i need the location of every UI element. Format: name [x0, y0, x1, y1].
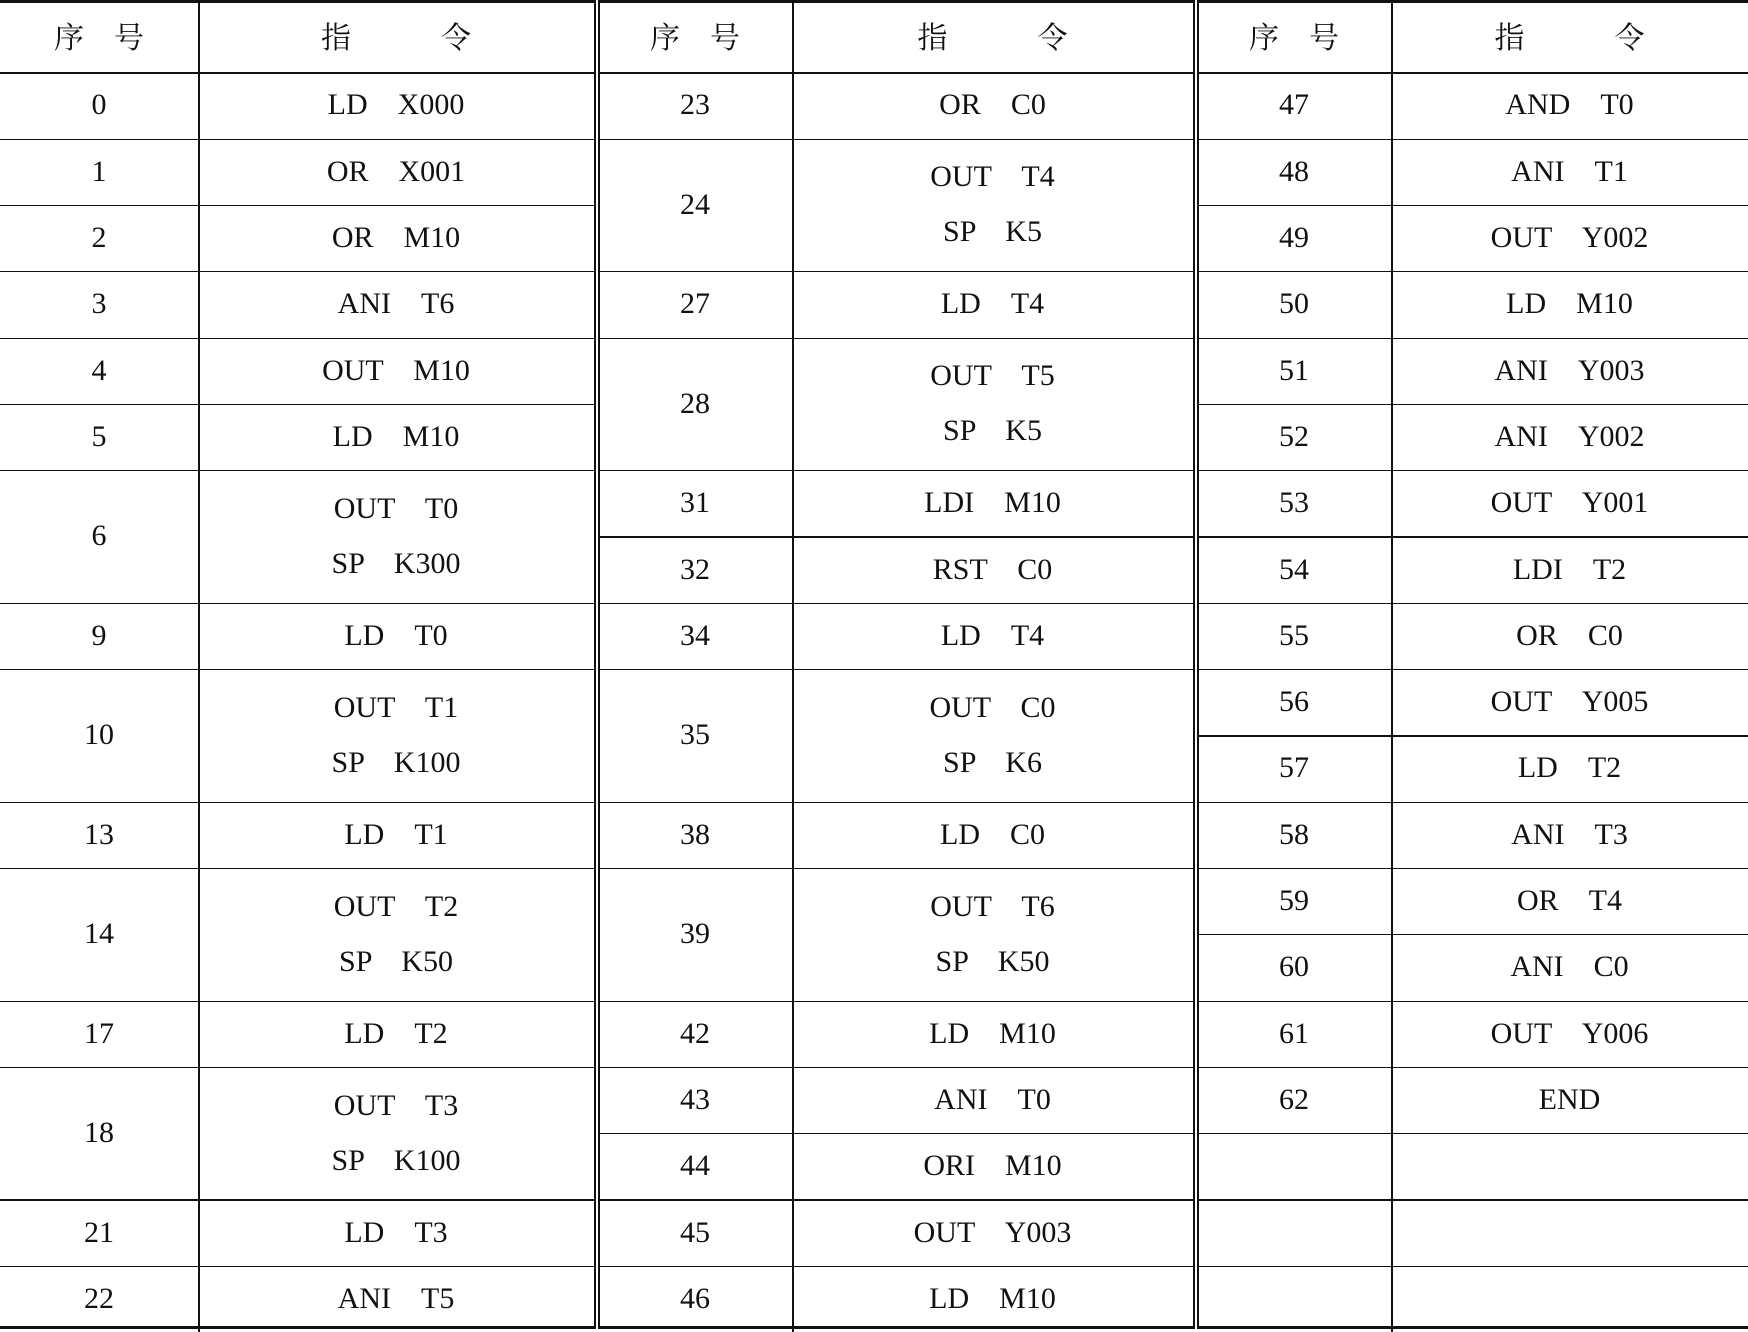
seq-cell: 61 — [1279, 1016, 1309, 1050]
header-instruction: 指 令 — [917, 22, 1068, 56]
instruction-cell — [792, 139, 1193, 272]
instruction-line: LD T2 — [344, 1016, 448, 1050]
instruction-cell — [1391, 603, 1748, 669]
header-seq: 序 号 — [650, 22, 740, 56]
instruction-cell — [1391, 669, 1748, 735]
instruction-cell — [792, 536, 1193, 602]
instruction-line: OUT T1 — [333, 690, 459, 724]
instruction-cell — [198, 868, 594, 1001]
instruction-line: OUT Y003 — [913, 1215, 1072, 1249]
instruction-line: SP K5 — [943, 215, 1042, 249]
instruction-line: SP K100 — [331, 1143, 461, 1177]
seq-cell: 13 — [84, 817, 114, 851]
seq-cell: 3 — [91, 287, 107, 321]
instruction-cell — [1391, 536, 1748, 602]
table-separator — [1197, 0, 1199, 1329]
seq-cell: 49 — [1279, 221, 1309, 255]
table-separator — [594, 0, 596, 1329]
seq-cell: 4 — [91, 353, 107, 387]
instruction-line: SP K300 — [331, 546, 461, 580]
instruction-line: ANI T0 — [934, 1082, 1051, 1116]
instruction-line: OUT Y006 — [1490, 1016, 1649, 1050]
instruction-cell — [1391, 338, 1748, 404]
instruction-line: AND T0 — [1505, 88, 1634, 122]
instruction-line: OUT T3 — [333, 1088, 459, 1122]
instruction-line: ANI T1 — [1511, 154, 1628, 188]
instruction-cell — [198, 669, 594, 802]
instruction-line: ANI C0 — [1510, 950, 1629, 984]
instruction-line: OUT Y002 — [1490, 221, 1649, 255]
instruction-cell — [792, 338, 1193, 471]
seq-cell — [1197, 1133, 1391, 1199]
instruction-cell — [1391, 139, 1748, 205]
instruction-line: OUT Y005 — [1490, 685, 1649, 719]
instruction-cell — [792, 1133, 1193, 1199]
instruction-line: END — [1538, 1082, 1601, 1116]
instruction-table-1 — [0, 0, 594, 1329]
instruction-line: ANI T3 — [1511, 817, 1628, 851]
instruction-line: LD M10 — [332, 419, 460, 453]
instruction-cell — [198, 1001, 594, 1067]
header-seq: 序 号 — [54, 22, 144, 56]
instruction-line: LD M10 — [929, 1016, 1056, 1050]
instruction-cell — [1391, 1067, 1748, 1133]
seq-cell: 52 — [1279, 419, 1309, 453]
instruction-line: OUT T0 — [333, 491, 459, 525]
seq-cell: 21 — [84, 1215, 114, 1249]
table-separator — [598, 0, 600, 1329]
instruction-cell — [792, 1001, 1193, 1067]
instruction-line: OUT Y001 — [1490, 486, 1649, 520]
instruction-line: LDI M10 — [924, 486, 1061, 520]
instruction-cell — [198, 603, 594, 669]
seq-cell: 5 — [91, 419, 107, 453]
seq-cell: 50 — [1279, 287, 1309, 321]
instruction-line: OR C0 — [939, 88, 1046, 122]
instruction-line: OUT T2 — [333, 889, 459, 923]
seq-cell: 55 — [1279, 618, 1309, 652]
instruction-cell — [1391, 934, 1748, 1000]
seq-cell: 43 — [680, 1082, 710, 1116]
seq-cell: 14 — [84, 917, 114, 951]
seq-cell: 58 — [1279, 817, 1309, 851]
instruction-cell — [792, 1067, 1193, 1133]
seq-cell: 60 — [1279, 950, 1309, 984]
instruction-cell — [198, 338, 594, 404]
instruction-line: LD X000 — [327, 88, 465, 122]
seq-cell: 28 — [680, 386, 710, 420]
seq-cell: 38 — [680, 817, 710, 851]
seq-cell: 10 — [84, 718, 114, 752]
seq-cell: 51 — [1279, 353, 1309, 387]
instruction-cell — [792, 470, 1193, 536]
instruction-line: LD T2 — [1517, 751, 1622, 785]
seq-cell: 17 — [84, 1016, 114, 1050]
instruction-line: LD T4 — [940, 618, 1045, 652]
seq-cell: 32 — [680, 552, 710, 586]
instruction-cell — [198, 1067, 594, 1200]
instruction-line: OR M10 — [331, 221, 461, 255]
seq-cell: 59 — [1279, 884, 1309, 918]
instruction-cell — [198, 271, 594, 337]
instruction-line: OR X001 — [326, 154, 466, 188]
seq-cell: 2 — [91, 221, 107, 255]
instruction-cell — [792, 603, 1193, 669]
instruction-line: LD T4 — [940, 287, 1045, 321]
instruction-line: OR C0 — [1516, 618, 1623, 652]
seq-cell: 54 — [1279, 552, 1309, 586]
instruction-line: ORI M10 — [923, 1149, 1062, 1183]
instruction-cell — [198, 470, 594, 603]
instruction-line: OUT M10 — [322, 353, 470, 387]
instruction-cell — [792, 868, 1193, 1001]
instruction-cell — [792, 72, 1193, 138]
instruction-cell — [198, 404, 594, 470]
seq-cell: 18 — [84, 1116, 114, 1150]
instruction-line: LD T1 — [344, 817, 448, 851]
instruction-cell — [198, 802, 594, 868]
instruction-line: ANI T5 — [337, 1281, 455, 1315]
instruction-line: SP K50 — [935, 944, 1050, 978]
instruction-cell — [198, 72, 594, 138]
instruction-cell — [1391, 1001, 1748, 1067]
seq-cell: 0 — [91, 88, 107, 122]
instruction-line: LD T3 — [344, 1215, 448, 1249]
instruction-line: SP K5 — [943, 414, 1042, 448]
seq-cell: 9 — [91, 618, 107, 652]
instruction-cell — [1391, 868, 1748, 934]
instruction-cell — [1391, 404, 1748, 470]
seq-cell: 46 — [680, 1281, 710, 1315]
instruction-table-2 — [598, 0, 1193, 1329]
instruction-line: OR T4 — [1517, 884, 1622, 918]
seq-cell: 42 — [680, 1016, 710, 1050]
instruction-line: OUT T5 — [930, 359, 1055, 393]
seq-cell: 62 — [1279, 1082, 1309, 1116]
seq-cell — [1197, 1266, 1391, 1332]
header-instruction: 指 令 — [1494, 22, 1645, 56]
instruction-cell — [792, 669, 1193, 802]
instruction-cell — [792, 1199, 1193, 1265]
instruction-line: LD T0 — [344, 618, 448, 652]
instruction-cell — [1391, 735, 1748, 801]
instruction-line: RST C0 — [932, 552, 1053, 586]
instruction-cell — [792, 271, 1193, 337]
seq-cell: 27 — [680, 287, 710, 321]
instruction-line: LD M10 — [929, 1281, 1056, 1315]
seq-cell: 31 — [680, 486, 710, 520]
seq-cell: 57 — [1279, 751, 1309, 785]
seq-cell: 53 — [1279, 486, 1309, 520]
instruction-cell — [198, 205, 594, 271]
seq-cell: 48 — [1279, 154, 1309, 188]
table-separator — [1193, 0, 1195, 1329]
seq-cell — [1197, 1199, 1391, 1265]
instruction-cell — [1391, 72, 1748, 138]
instruction-cell — [198, 1199, 594, 1265]
instruction-cell — [1391, 802, 1748, 868]
instruction-line: LDI T2 — [1512, 552, 1627, 586]
instruction-line: SP K50 — [339, 944, 453, 978]
instruction-cell — [792, 802, 1193, 868]
instruction-cell — [198, 1266, 594, 1332]
seq-cell: 35 — [680, 718, 710, 752]
instruction-line: SP K100 — [331, 745, 461, 779]
seq-cell: 47 — [1279, 88, 1309, 122]
instruction-cell — [1391, 1199, 1748, 1265]
instruction-line: OUT T4 — [930, 160, 1055, 194]
seq-cell: 23 — [680, 88, 710, 122]
instruction-line: ANI Y003 — [1494, 353, 1645, 387]
seq-cell: 44 — [680, 1149, 710, 1183]
instruction-cell — [198, 139, 594, 205]
seq-cell: 34 — [680, 618, 710, 652]
seq-cell: 6 — [91, 519, 107, 553]
seq-cell: 24 — [680, 187, 710, 221]
seq-cell: 1 — [91, 154, 107, 188]
instruction-line: LD M10 — [1506, 287, 1633, 321]
seq-cell: 56 — [1279, 685, 1309, 719]
instruction-cell — [1391, 271, 1748, 337]
instruction-line: LD C0 — [940, 817, 1045, 851]
seq-cell: 22 — [84, 1281, 114, 1315]
instruction-cell — [1391, 1266, 1748, 1332]
seq-cell: 39 — [680, 917, 710, 951]
instruction-cell — [1391, 1133, 1748, 1199]
instruction-cell — [1391, 470, 1748, 536]
seq-cell: 45 — [680, 1215, 710, 1249]
instruction-line: OUT T6 — [930, 889, 1055, 923]
header-seq: 序 号 — [1249, 22, 1339, 56]
instruction-line: ANI Y002 — [1494, 419, 1645, 453]
instruction-line: OUT C0 — [929, 690, 1056, 724]
instruction-line: ANI T6 — [337, 287, 455, 321]
instruction-cell — [1391, 205, 1748, 271]
instruction-line: SP K6 — [943, 745, 1042, 779]
instruction-cell — [792, 1266, 1193, 1332]
instruction-table-3 — [1197, 0, 1748, 1329]
header-instruction: 指 令 — [321, 22, 471, 56]
